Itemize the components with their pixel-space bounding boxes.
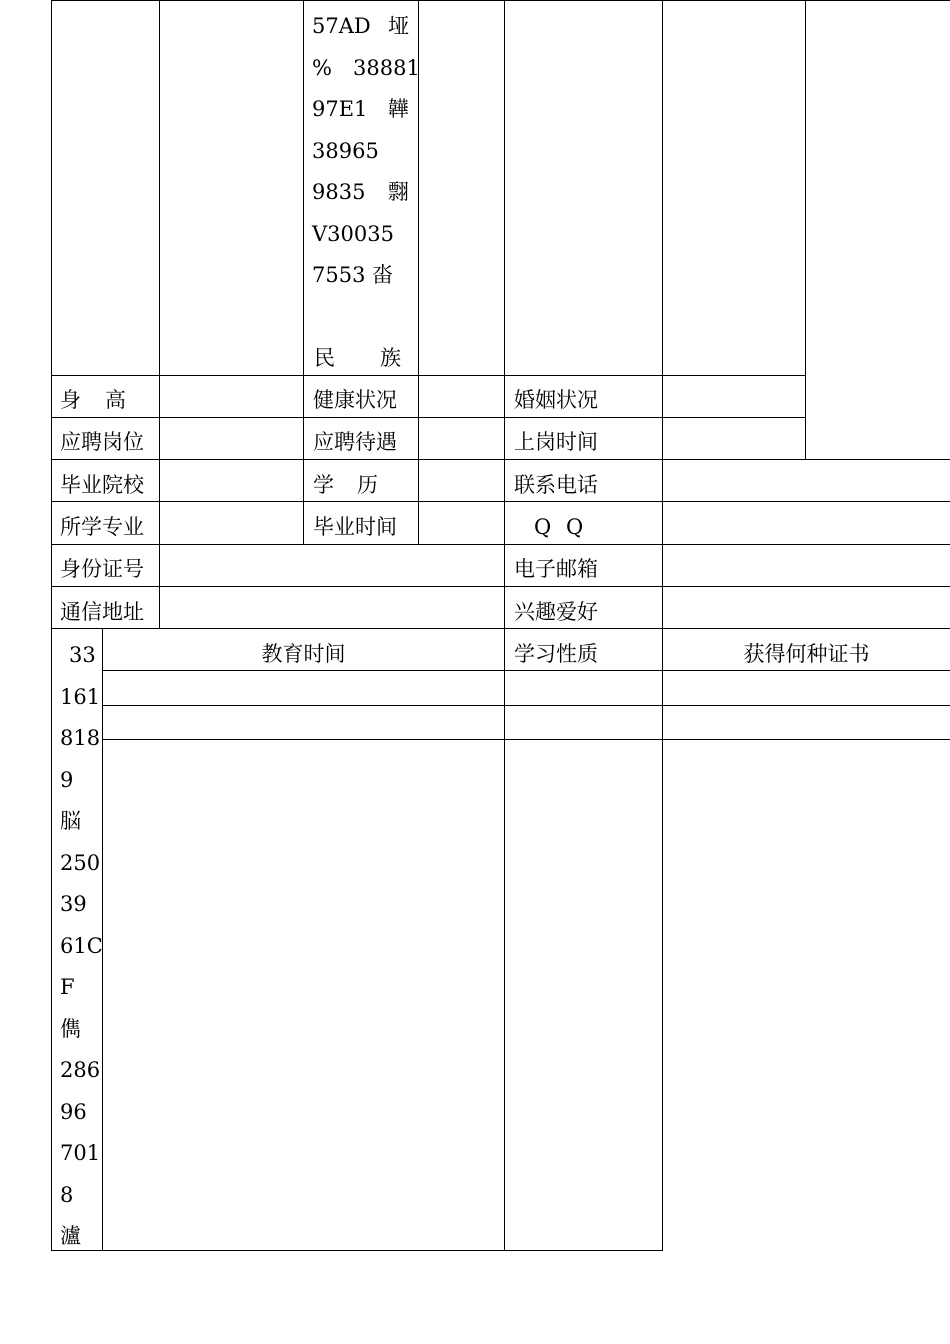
label-position: 应聘岗位 [60,430,144,454]
side-text-item: 9 [60,767,74,792]
garbled-line-1-right: 垭 [388,14,409,38]
label-hobbies: 兴趣爱好 [514,600,598,624]
side-text-item: F [60,975,75,999]
rule-major-row [51,501,950,502]
label-qq-a: Q [534,515,552,539]
garbled-line-6-left: V30035 [312,222,394,246]
label-salary: 应聘待遇 [313,430,397,454]
label-phone: 联系电话 [514,473,598,497]
side-text-item: 61C [60,933,103,958]
label-degree-a: 学 [313,473,334,497]
side-text-item: 8 [60,1182,74,1207]
side-text-item: 286 [60,1058,101,1082]
side-text-item: 儁 [60,1016,81,1041]
garbled-line-5-right: 翲 [388,180,409,204]
rule-address-row [51,586,950,587]
label-start-date: 上岗时间 [514,430,598,454]
garbled-line-2-left: % [312,56,332,80]
label-degree-b: 历 [357,473,378,497]
label-health: 健康状况 [313,388,397,412]
garbled-line-2-right: 38881 [353,56,420,80]
rule-col-mid-value [418,0,419,544]
header-education-time: 教育时间 [261,642,346,666]
label-email: 电子邮箱 [514,557,598,581]
side-text-item: 33 [69,643,96,667]
side-text-item: 96 [60,1099,87,1124]
label-marital: 婚姻状况 [514,388,598,412]
rule-education-header [51,628,950,629]
rule-height-row [51,375,806,376]
rule-position-row [51,417,806,418]
rule-col-mid-label [303,0,304,544]
label-grad-time: 毕业时间 [313,515,397,539]
rule-education-row-3 [102,739,950,740]
garbled-line-3-left: 97E1 [312,97,368,121]
rule-education-row-2 [102,705,950,706]
rule-col-right-value [662,0,663,1251]
garbled-line-3-right: 韡 [388,97,409,121]
side-text-item: 818 [60,726,101,750]
label-ethnicity-b: 族 [380,346,401,370]
side-text-item: 瀘 [60,1224,81,1248]
rule-col-label [159,0,160,628]
label-school: 毕业院校 [60,473,144,497]
label-id-number: 身份证号 [60,557,144,581]
label-address: 通信地址 [60,600,144,624]
rule-bottom [51,1250,662,1251]
label-qq-b: Q [566,515,584,539]
side-text-item: 701 [60,1141,101,1165]
label-major: 所学专业 [60,515,144,539]
rule-education-row-1 [102,670,950,671]
side-text-item: 脳 [60,809,81,833]
garbled-line-1-left: 57AD [312,14,371,38]
rule-top [51,0,950,1]
label-height-a: 身 [60,388,81,412]
garbled-line-7-left: 7553 畓 [312,263,394,287]
rule-left [51,0,52,1251]
label-height-b: 高 [105,388,126,412]
label-ethnicity-a: 民 [314,346,335,370]
side-text-item: 250 [60,850,101,875]
header-study-type: 学习性质 [514,642,598,666]
rule-col-right-label [504,0,505,1251]
side-text-item: 161 [60,684,101,709]
side-text-item: 39 [60,892,87,916]
rule-school-row [51,459,950,460]
garbled-line-4-left: 38965 [312,139,379,163]
rule-id-row [51,544,950,545]
header-certificates: 获得何种证书 [743,642,870,666]
garbled-line-5-left: 9835 [312,180,366,204]
rule-col-photo [805,0,806,459]
